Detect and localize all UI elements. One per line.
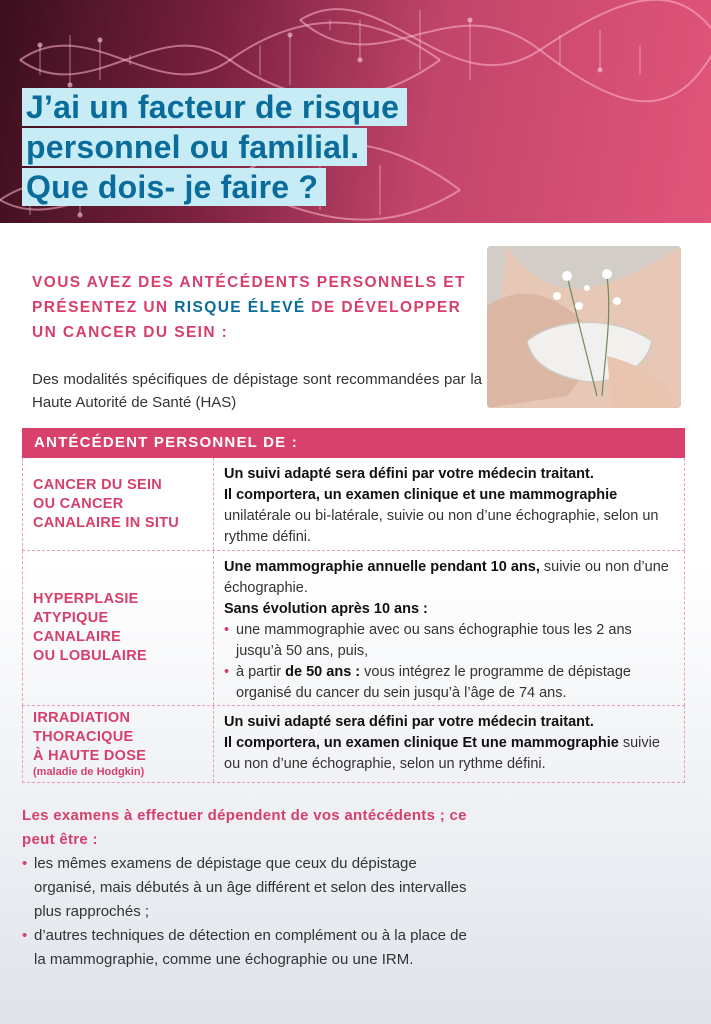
row-label-line: CANCER DU SEIN xyxy=(33,476,163,493)
row-bold-text: Il comportera, un examen clinique Et une mammographie xyxy=(224,735,619,751)
row-label-line: CANALAIRE xyxy=(33,629,122,645)
row-bold-text: Une mammographie annuelle pendant 10 ans, xyxy=(224,559,540,575)
row-bold-text: Sans évolution après 10 ans : xyxy=(224,601,428,617)
row-label xyxy=(23,706,214,782)
row-label-line: HYPERPLASIE xyxy=(33,591,139,607)
subhead-part-2: DE DÉVELOPPER UN CANCER DU SEIN : xyxy=(32,299,462,341)
table-row xyxy=(22,458,685,551)
row-label-line: THORACIQUE xyxy=(33,729,134,745)
subhead-highlight: RISQUE ÉLEVÉ xyxy=(174,299,306,316)
row-label-line: CANALAIRE IN SITU xyxy=(33,514,180,531)
row-bold-text: Un suivi adapté sera défini par votre médecin traitant. xyxy=(224,714,594,730)
row-label-line: À HAUTE DOSE xyxy=(33,748,147,764)
table-header: ANTÉCÉDENT PERSONNEL DE : xyxy=(22,428,685,458)
row-label xyxy=(23,458,214,550)
bullet-bold-text: de 50 ans : xyxy=(285,664,361,680)
personal-history-table xyxy=(22,428,685,783)
footer-lead: Les examens à effectuer dépendent de vos antécédents ; ce peut être : xyxy=(22,807,467,848)
list-item: • les mêmes examens de dépistage que ceux du dépistage organisé, mais débutés à un âge différent et selon des intervalles plus rapprochés ; xyxy=(22,852,474,924)
row-label xyxy=(23,551,214,705)
row-content xyxy=(214,458,684,550)
row-label-line: IRRADIATION xyxy=(33,710,131,726)
list-item: • une mammographie avec ou sans échographie tous les 2 ans jusqu’à 50 ans, puis, xyxy=(224,620,674,662)
title-line-3: Que dois- je faire ? xyxy=(22,168,326,206)
bullet-text: vous intégrez le programme de dépistage organisé du cancer du sein jusqu’à l’âge de 74 ans. xyxy=(236,664,631,701)
list-item xyxy=(224,662,674,704)
subhead-part-1: VOUS AVEZ DES ANTÉCÉDENTS PERSONNELS ET PRÉSENTEZ UN xyxy=(32,274,466,316)
footer-section xyxy=(22,804,474,972)
row-label-line: ATYPIQUE xyxy=(33,610,109,626)
list-item: • d’autres techniques de détection en complément ou à la place de la mammographie, comme une échographie ou une IRM. xyxy=(22,924,474,972)
hero-banner xyxy=(0,0,711,223)
bullet-text: à partir xyxy=(236,664,286,680)
intro-paragraph: Des modalités spécifiques de dépistage sont recommandées par la Haute Autorité de Santé (HAS) xyxy=(32,371,482,411)
row-text: suivie ou non d’une échographie, selon un rythme défini. xyxy=(224,735,660,772)
row-content xyxy=(214,706,684,782)
row-bold-text: Un suivi adapté sera défini par votre médecin traitant. xyxy=(224,466,594,482)
table-row xyxy=(22,706,685,783)
row-text: unilatérale ou bi-latérale, suivie ou non d’une échographie, selon un rythme défini. xyxy=(224,508,659,545)
table-row xyxy=(22,551,685,706)
photo-illustration xyxy=(487,246,681,408)
breast-photo xyxy=(487,246,681,408)
section-subheading xyxy=(32,270,477,345)
row-content xyxy=(214,551,684,705)
row-label-line: OU LOBULAIRE xyxy=(33,648,147,664)
title-line-2: personnel ou familial. xyxy=(22,128,367,166)
row-label-note: (maladie de Hodgkin) xyxy=(33,766,145,778)
title-line-1: J’ai un facteur de risque xyxy=(22,88,407,126)
row-text: suivie ou non d’une échographie. xyxy=(224,559,669,596)
page-title xyxy=(22,88,407,208)
row-label-line: OU CANCER xyxy=(33,495,124,512)
row-bold-text: Il comportera, un examen clinique et une mammographie xyxy=(224,487,618,503)
